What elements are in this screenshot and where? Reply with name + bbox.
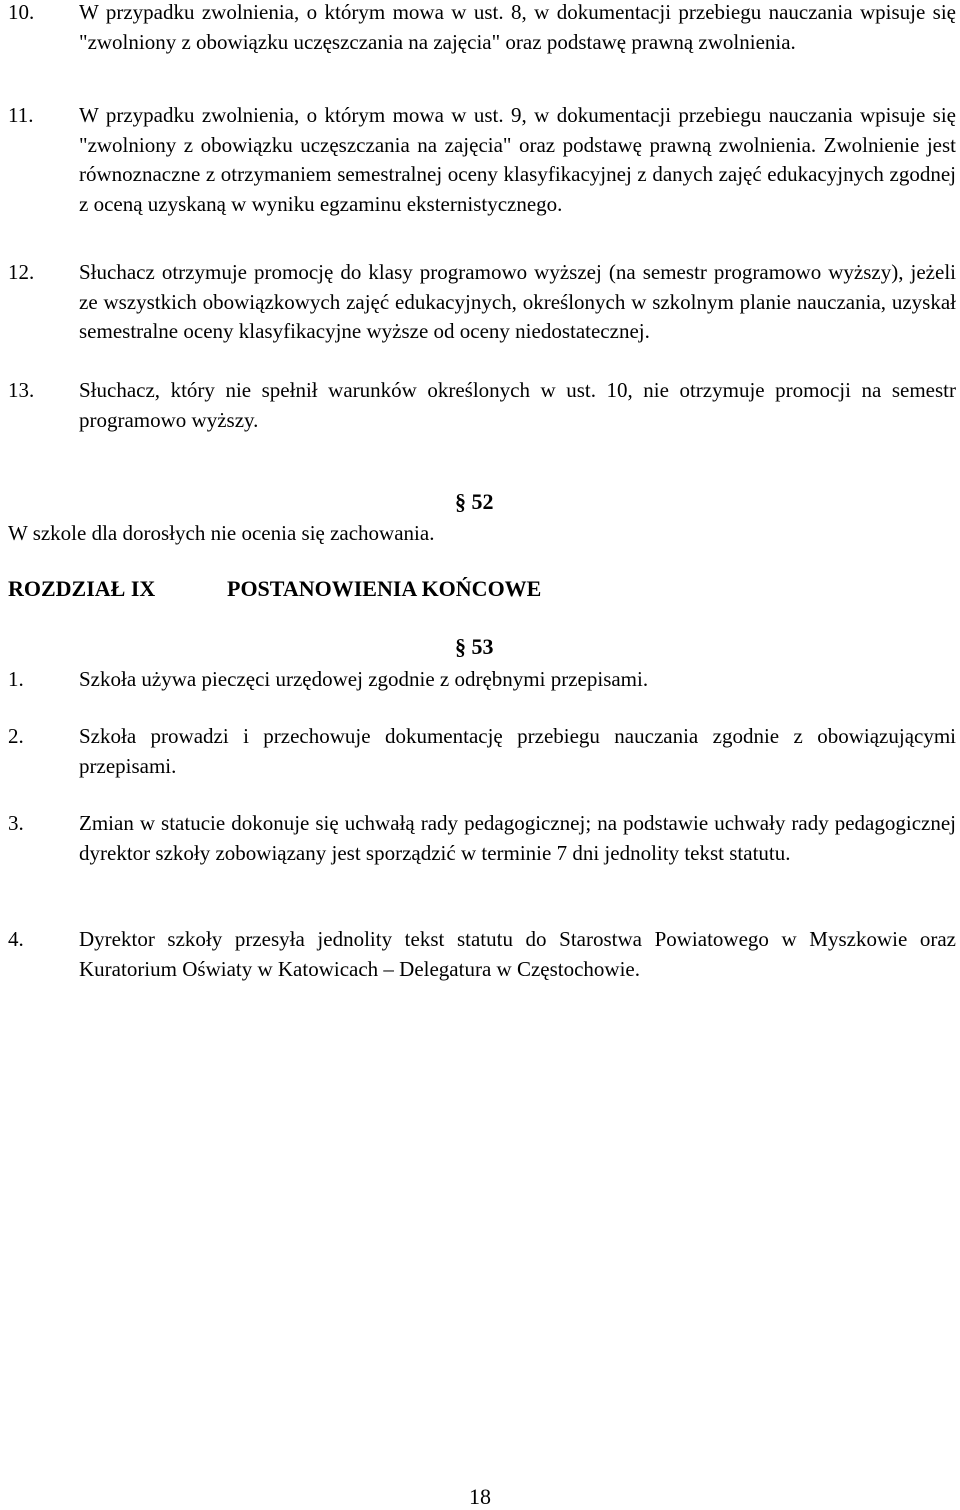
item-text: W przypadku zwolnienia, o którym mowa w ust. 9, w dokumentacji przebiegu nauczania wpisuje się "zwolniony z obowiązku uczęszczania na zajęcia" oraz podstawę prawną zwolnienia. Zwolnienie jest równoznaczne z otrzymaniem semestralnej oceny klasyfikacyjnej z danych zajęć edukacyjnych zgodnej z oceną uzyskaną w wyniku egzaminu eksternistycznego. (79, 103, 956, 216)
item-number: 12. (8, 260, 35, 284)
item-text: Dyrektor szkoły przesyła jednolity tekst statutu do Starostwa Powiatowego w Myszkowie oraz Kuratorium Oświaty w Katowicach – Delegatura w Częstochowie. (79, 927, 956, 981)
list-item (8, 0, 956, 57)
section-53-heading: § 53 (455, 634, 494, 659)
item-number: 4. (8, 927, 24, 951)
item-text: Zmian w statucie dokonuje się uchwałą rady pedagogicznej; na podstawie uchwały rady pedagogicznej dyrektor szkoły zobowiązany jest sporządzić w terminie 7 dni jednolity tekst statutu. (79, 811, 956, 865)
chapter-title: POSTANOWIENIA KOŃCOWE (227, 576, 542, 601)
item-number: 13. (8, 378, 35, 402)
item-text: Słuchacz otrzymuje promocję do klasy programowo wyższej (na semestr programowo wyższy), jeżeli ze wszystkich obowiązkowych zajęć edukacyjnych, określonych w szkolnym planie nauczania, uzyskał semestralne oceny klasyfikacyjne wyższe od oceny niedostatecznej. (79, 260, 956, 343)
item-number: 11. (8, 103, 34, 127)
item-number: 2. (8, 724, 24, 748)
item-text: Szkoła prowadzi i przechowuje dokumentację przebiegu nauczania zgodnie z obowiązującymi przepisami. (79, 724, 956, 778)
list-item (8, 925, 956, 984)
list-item (8, 258, 956, 347)
section-52-heading: § 52 (455, 489, 494, 514)
item-number: 1. (8, 667, 24, 691)
item-text: Szkoła używa pieczęci urzędowej zgodnie z odrębnymi przepisami. (79, 667, 649, 691)
item-text: W przypadku zwolnienia, o którym mowa w ust. 8, w dokumentacji przebiegu nauczania wpisuje się "zwolniony z obowiązku uczęszczania na zajęcia" oraz podstawę prawną zwolnienia. (79, 0, 956, 54)
list-item (8, 722, 956, 781)
chapter-number: ROZDZIAŁ IX (8, 576, 156, 601)
item-number: 10. (8, 0, 35, 24)
list-item (8, 101, 956, 219)
section-52-text: W szkole dla dorosłych nie ocenia się zachowania. (8, 521, 435, 545)
list-item (8, 665, 956, 695)
list-item (8, 809, 956, 868)
item-text: Słuchacz, który nie spełnił warunków określonych w ust. 10, nie otrzymuje promocji na semestr programowo wyższy. (79, 378, 956, 432)
item-number: 3. (8, 811, 24, 835)
page-number: 18 (469, 1484, 491, 1509)
list-item (8, 376, 956, 435)
